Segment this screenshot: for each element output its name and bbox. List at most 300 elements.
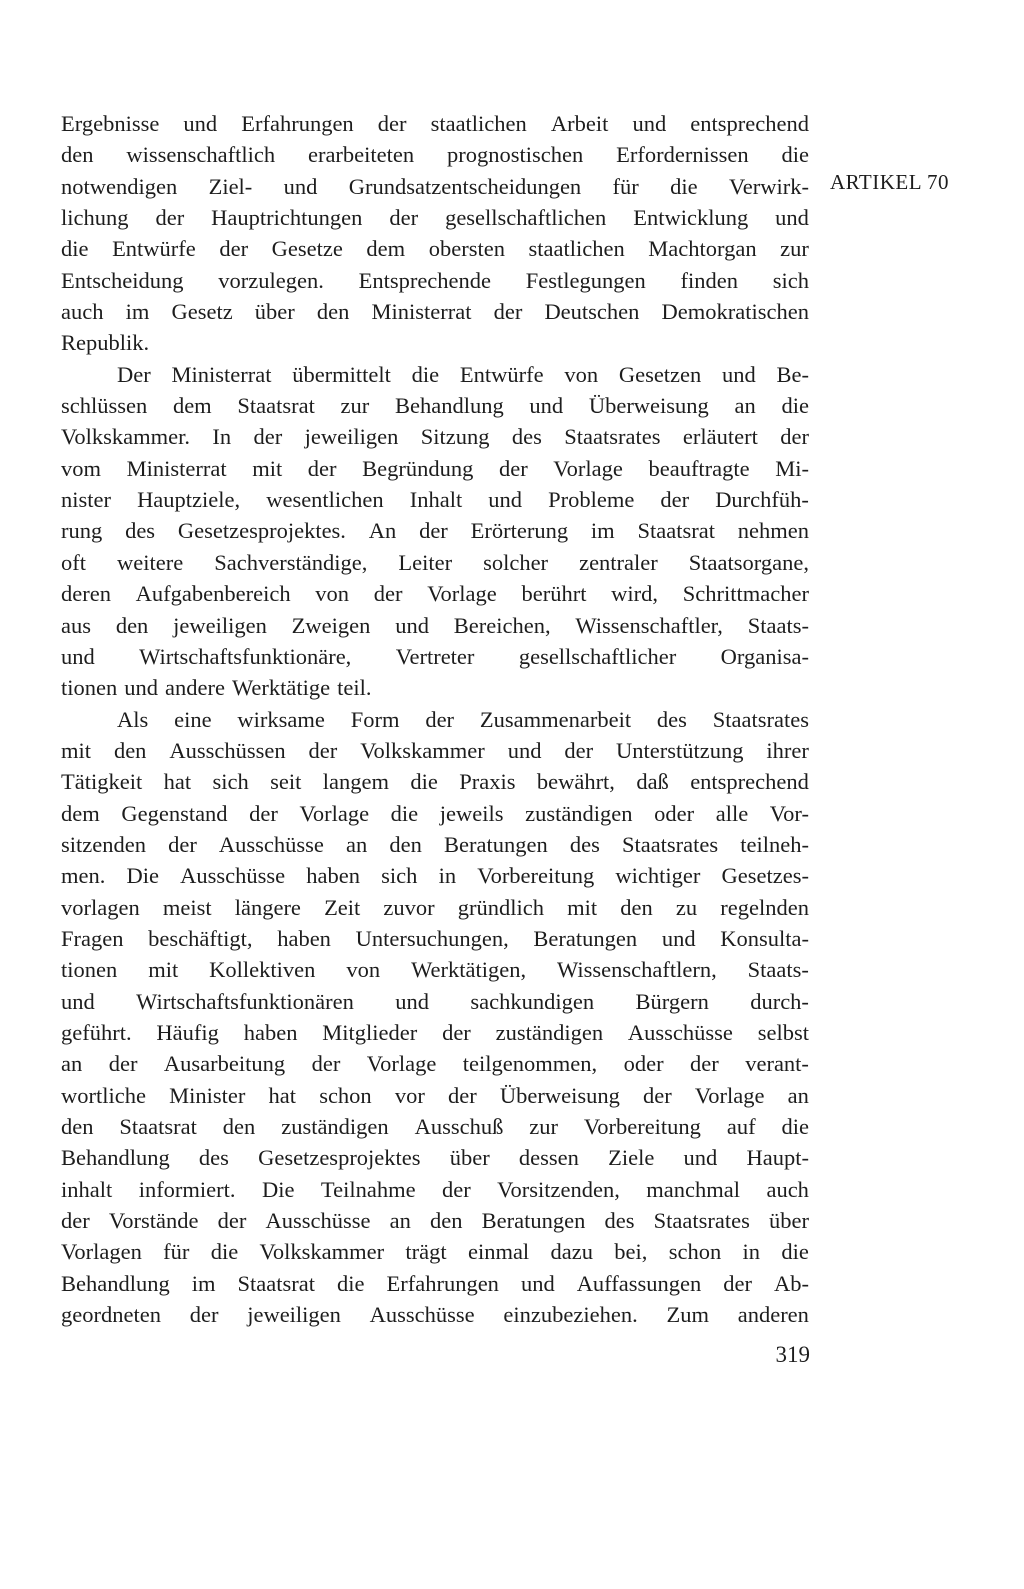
text-line: [61, 798, 809, 829]
word: und: [395, 612, 429, 638]
word: erläutert: [682, 424, 758, 450]
word: Gesetzen: [618, 361, 702, 387]
word: der: [311, 1051, 341, 1077]
word: über: [769, 1208, 809, 1234]
word: Arbeit: [550, 111, 609, 136]
word: oder: [654, 800, 695, 826]
word: informiert.: [138, 1176, 236, 1202]
word: Staats-: [747, 612, 809, 638]
word: zentraler: [579, 549, 658, 575]
word: Staatsrat: [237, 1270, 315, 1296]
word: dem: [172, 393, 212, 419]
word: Grundsatzentscheidungen: [348, 173, 582, 199]
text-line: [61, 202, 809, 233]
word: Praxis: [459, 769, 516, 795]
text-line: [61, 704, 809, 735]
word: Vorsitzenden,: [497, 1176, 620, 1202]
word: Ausarbeitung: [163, 1051, 286, 1077]
word: die: [61, 236, 89, 262]
word: dem: [61, 800, 100, 826]
word: geordneten: [61, 1302, 161, 1328]
text-line: [61, 171, 809, 202]
word: mit: [61, 737, 92, 763]
word: an: [389, 1208, 411, 1234]
word: deren: [61, 581, 111, 607]
word: der: [389, 205, 419, 231]
word: nister: [61, 487, 111, 513]
word: hat: [163, 769, 192, 795]
word: und: [661, 925, 696, 951]
text-line: [61, 390, 809, 421]
word: staatlichen: [430, 111, 527, 136]
word: Gesetz: [171, 299, 233, 325]
word: und: [488, 487, 523, 513]
word: und: [632, 111, 667, 136]
text-line: [61, 139, 809, 170]
word: oder: [623, 1051, 664, 1077]
text-line: [61, 1080, 809, 1111]
word: Staatsrat: [119, 1114, 197, 1139]
text-line: [61, 954, 809, 985]
word: Beratungen: [444, 831, 548, 857]
word: vor: [394, 1082, 425, 1108]
word: gründlich: [457, 894, 545, 920]
word: die: [781, 142, 809, 168]
word: Behandlung: [61, 1145, 170, 1171]
word: haben: [243, 1019, 298, 1045]
word: von: [564, 361, 599, 387]
word: Aufgabenbereich: [135, 581, 291, 607]
word: des: [604, 1208, 635, 1234]
word: Behandlung: [61, 1270, 170, 1296]
word: jeweiligen: [173, 612, 267, 638]
word: Organisa-: [720, 643, 809, 669]
word: Erfahrungen: [386, 1270, 499, 1296]
word: Entscheidung: [61, 267, 184, 293]
word: Fragen: [61, 925, 124, 951]
word: Staatsrat: [637, 518, 715, 544]
word: Gesetze: [271, 236, 343, 262]
text-line: [61, 453, 809, 484]
word: An: [368, 518, 397, 544]
word: der: [61, 1208, 90, 1234]
word: des: [656, 706, 687, 732]
word: Auffassungen: [576, 1270, 702, 1296]
word: sitzenden: [61, 831, 146, 857]
word: den: [61, 142, 94, 168]
word: die: [336, 1270, 365, 1296]
word: den: [389, 831, 422, 857]
word: zuständigen: [281, 1114, 389, 1139]
text-line: [61, 641, 809, 672]
word: mit: [148, 957, 179, 983]
word: wirksame: [237, 706, 325, 732]
word: den: [222, 1114, 256, 1139]
word: Staatsrates: [712, 706, 809, 732]
word: finden: [680, 267, 738, 293]
word: Vorlage: [366, 1051, 437, 1077]
word: Gesetzes-: [721, 863, 809, 889]
word: zuständigen: [495, 1019, 604, 1045]
word: selbst: [757, 1019, 809, 1045]
word: entsprechend: [690, 769, 809, 795]
word: wird,: [611, 581, 659, 607]
word: Entwürfe: [112, 236, 196, 262]
word: der: [498, 455, 528, 481]
text-line: [61, 1111, 809, 1142]
word: Ausschuß: [414, 1114, 504, 1139]
word: der: [168, 831, 197, 857]
word: Staatsrat: [237, 393, 315, 419]
word: den: [316, 299, 350, 325]
word: und: [61, 988, 95, 1014]
word: alle: [715, 800, 749, 826]
word: Entwicklung: [633, 205, 749, 231]
word: Ausschüsse: [180, 863, 286, 889]
word: Inhalt: [409, 487, 463, 513]
word: haben: [277, 925, 331, 951]
word: mit: [252, 455, 283, 481]
word: Ausschüsse: [369, 1302, 475, 1328]
word: Ziele: [608, 1145, 655, 1171]
word: beauftragte: [648, 455, 750, 481]
word: tionen: [61, 957, 118, 983]
word: der: [564, 737, 594, 763]
text-line: [61, 1142, 809, 1173]
word: zur: [340, 393, 370, 419]
word: und: [683, 1145, 718, 1171]
word: und: [61, 643, 95, 669]
text-line: [61, 327, 809, 358]
word: auf: [726, 1114, 756, 1139]
word: Vorlage: [427, 581, 497, 607]
word: Schrittmacher: [682, 581, 809, 607]
word: anderen: [737, 1302, 809, 1328]
word: der: [217, 1208, 247, 1234]
word: Erfordernissen: [616, 142, 749, 168]
word: regelnden: [720, 894, 809, 920]
text-line: [61, 296, 809, 327]
word: andere: [165, 675, 225, 701]
word: Staats-: [747, 957, 809, 983]
text-line: [61, 829, 809, 860]
text-line: [61, 265, 809, 296]
word: der: [189, 1302, 219, 1328]
word: men.: [61, 863, 106, 889]
word: Volkskammer.: [61, 424, 190, 450]
margin-note-article: ARTIKEL 70: [830, 170, 950, 194]
word: die: [781, 393, 809, 419]
word: und: [395, 988, 430, 1014]
word: und: [520, 1270, 555, 1296]
word: Gesetzesprojektes: [258, 1145, 421, 1171]
word: gesellschaftlichen: [445, 205, 607, 231]
word: Konsulta-: [720, 925, 809, 951]
word: in: [438, 863, 457, 889]
word: dazu: [550, 1239, 593, 1265]
text-line: [61, 1017, 809, 1048]
word: Entsprechende: [358, 267, 492, 293]
word: der: [643, 1082, 672, 1108]
word: Ab-: [774, 1270, 809, 1296]
word: Vorbereitung: [583, 1114, 701, 1139]
word: und: [124, 675, 158, 701]
word: rung: [61, 518, 103, 544]
word: Kollektiven: [209, 957, 316, 983]
text-line: [61, 672, 809, 703]
word: oft: [61, 549, 86, 575]
word: die: [210, 1239, 239, 1265]
text-line: [61, 610, 809, 641]
word: für: [163, 1239, 190, 1265]
word: Haupt-: [746, 1145, 809, 1171]
word: Beratungen: [481, 1208, 586, 1234]
text-line: [61, 233, 809, 264]
word: längere: [234, 894, 301, 920]
word: In: [212, 424, 232, 450]
word: Zusammenarbeit: [479, 706, 632, 732]
word: auch: [766, 1176, 809, 1202]
word: schon: [319, 1082, 372, 1108]
word: schlüssen: [61, 393, 148, 419]
word: Begründung: [362, 455, 474, 481]
text-line: [61, 766, 809, 797]
word: und: [775, 205, 809, 231]
text-line: [61, 421, 809, 452]
word: den: [61, 1114, 94, 1139]
word: Festlegungen: [525, 267, 646, 293]
word: entsprechend: [690, 111, 809, 136]
word: an: [787, 1082, 809, 1108]
word: Häufig: [156, 1019, 219, 1045]
word: bei,: [614, 1239, 648, 1265]
word: den: [115, 612, 149, 638]
word: Staatsorgane,: [688, 549, 809, 575]
word: und: [507, 737, 542, 763]
word: Teilnahme: [320, 1176, 416, 1202]
word: in: [742, 1239, 761, 1265]
word: der: [308, 737, 338, 763]
word: im: [125, 299, 150, 325]
word: Vorlage: [299, 800, 370, 826]
word: Vorlage: [553, 455, 623, 481]
word: Überweisung: [588, 393, 709, 419]
word: Ministerrat: [171, 361, 272, 387]
word: Gesetzesprojektes.: [177, 518, 346, 544]
word: Vorbereitung: [477, 863, 595, 889]
text-line: [61, 547, 809, 578]
word: Überweisung: [499, 1082, 620, 1108]
word: der: [307, 455, 337, 481]
word: und: [529, 393, 564, 419]
word: der: [723, 1270, 752, 1296]
word: zur: [529, 1114, 558, 1139]
word: die: [390, 800, 419, 826]
word: Wirtschaftsfunktionären: [136, 988, 354, 1014]
word: aus: [61, 612, 91, 638]
word: Vertreter: [395, 643, 475, 669]
word: schon: [668, 1239, 722, 1265]
word: und: [183, 111, 218, 136]
word: Der: [117, 361, 151, 387]
word: Entwürfe: [459, 361, 544, 387]
word: Beratungen: [533, 925, 638, 951]
word: Vorlage: [694, 1082, 765, 1108]
word: sich: [212, 769, 249, 795]
text-line: [61, 1174, 809, 1205]
word: vorlagen: [61, 894, 140, 920]
word: nehmen: [737, 518, 809, 544]
word: haben: [306, 863, 361, 889]
word: Probleme: [548, 487, 635, 513]
word: hat: [268, 1082, 297, 1108]
word: an: [61, 1051, 83, 1077]
word: eine: [174, 706, 212, 732]
text-line: [61, 108, 809, 139]
word: Werktätige: [231, 675, 331, 701]
word: Verwirk-: [728, 173, 809, 199]
word: für: [612, 173, 639, 199]
word: trägt: [405, 1239, 447, 1265]
word: Durchfüh-: [715, 487, 809, 513]
word: der: [780, 424, 809, 450]
word: Form: [350, 706, 400, 732]
text-line: [61, 1268, 809, 1299]
word: Ausschüssen: [169, 737, 286, 763]
word: Ministerrat: [126, 455, 227, 481]
text-line: [61, 1205, 809, 1236]
word: und: [283, 173, 318, 199]
text-line: [61, 1236, 809, 1267]
word: Staatsrates: [564, 424, 661, 450]
page-number: 319: [775, 1342, 810, 1367]
word: der: [219, 236, 249, 262]
word: dem: [366, 236, 406, 262]
word: im: [191, 1270, 216, 1296]
word: Machtorgan: [648, 236, 757, 262]
text-line: [61, 578, 809, 609]
word: sich: [772, 267, 809, 293]
word: Mi-: [775, 455, 809, 481]
word: Sitzung: [420, 424, 490, 450]
word: den: [113, 737, 147, 763]
word: Behandlung: [394, 393, 504, 419]
word: Die: [261, 1176, 295, 1202]
text-line: [61, 515, 809, 546]
word: teilgenommen,: [462, 1051, 598, 1077]
word: meist: [162, 894, 212, 920]
word: auch: [61, 299, 104, 325]
word: der: [377, 111, 407, 136]
word: des: [511, 424, 542, 450]
word: Unterstützung: [616, 737, 744, 763]
word: die: [781, 1114, 809, 1139]
word: solcher: [483, 549, 549, 575]
word: Ergebnisse: [61, 111, 160, 136]
word: Deutschen: [544, 299, 640, 325]
text-line: [61, 735, 809, 766]
word: an: [346, 831, 368, 857]
word: lichung: [61, 205, 129, 231]
word: erarbeiteten: [307, 142, 415, 168]
word: obersten: [428, 236, 505, 262]
word: Hauptziele,: [137, 487, 241, 513]
text-line: [61, 986, 809, 1017]
word: Demokratischen: [661, 299, 809, 325]
word: im: [590, 518, 615, 544]
word: Be-: [776, 361, 809, 387]
word: Staatsrates: [653, 1208, 750, 1234]
word: wesentlichen: [266, 487, 384, 513]
word: Wissenschaftlern,: [557, 957, 717, 983]
word: zu: [675, 894, 698, 920]
body-text: [61, 108, 809, 1330]
word: berührt: [521, 581, 587, 607]
word: sachkundigen: [470, 988, 595, 1014]
word: der: [249, 800, 278, 826]
word: Volkskammer: [360, 737, 485, 763]
word: zuständigen: [525, 800, 633, 826]
word: der: [155, 205, 185, 231]
word: Ausschüsse: [627, 1019, 733, 1045]
text-line: [61, 860, 809, 891]
word: jeweiligen: [247, 1302, 341, 1328]
word: manchmal: [646, 1176, 741, 1202]
word: wissenschaftlich: [126, 142, 276, 168]
word: Bürgern: [635, 988, 709, 1014]
word: Untersuchungen,: [355, 925, 509, 951]
word: durch-: [750, 988, 809, 1014]
word: beschäftigt,: [148, 925, 253, 951]
word: der: [442, 1019, 471, 1045]
word: an: [734, 393, 756, 419]
word: Ausschüsse: [218, 831, 324, 857]
word: Als: [117, 706, 149, 732]
word: dessen: [518, 1145, 579, 1171]
word: verant-: [745, 1051, 809, 1077]
word: tionen: [61, 675, 118, 701]
word: Volkskammer: [259, 1239, 385, 1265]
word: geführt.: [61, 1019, 132, 1045]
word: teil.: [337, 675, 372, 701]
word: Staatsrates: [621, 831, 719, 857]
word: von: [346, 957, 381, 983]
word: Vorstände: [108, 1208, 199, 1234]
word: wortliche: [61, 1082, 146, 1108]
word: die: [411, 361, 440, 387]
text-line: [61, 1299, 809, 1330]
word: der: [442, 1176, 471, 1202]
word: die: [670, 173, 698, 199]
word: teilneh-: [740, 831, 809, 857]
word: zur: [780, 236, 809, 262]
word: Bereichen,: [453, 612, 551, 638]
word: Sachverständige,: [214, 549, 368, 575]
word: Ausschüsse: [265, 1208, 371, 1234]
word: Hauptrichtungen: [211, 205, 363, 231]
text-line: [61, 923, 809, 954]
word: Die: [126, 863, 160, 889]
word: bewährt,: [536, 769, 615, 795]
word: Ziel-: [208, 173, 253, 199]
text-line: [61, 892, 809, 923]
word: der: [108, 1051, 138, 1077]
word: langem: [322, 769, 389, 795]
word: die: [781, 1239, 809, 1265]
word: notwendigen: [61, 173, 178, 199]
word: der: [660, 487, 690, 513]
word: der: [419, 518, 448, 544]
